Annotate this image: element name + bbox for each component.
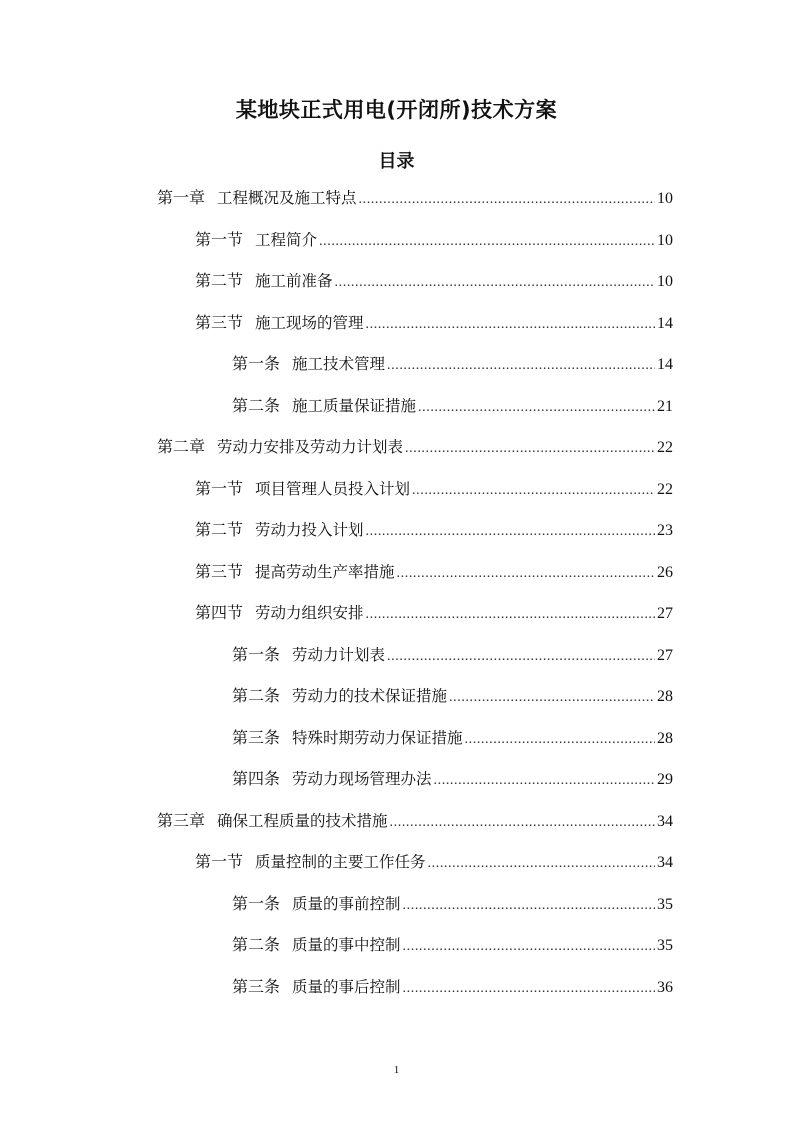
toc-dot-leader (387, 643, 655, 671)
toc-dot-leader (428, 850, 655, 878)
toc-entry[interactable] (157, 807, 673, 835)
toc-entry-label: 第三条 (232, 977, 281, 996)
toc-entry-page: 10 (657, 190, 673, 207)
toc-entry[interactable] (232, 682, 673, 710)
toc-entry-title: 工程简介 (255, 231, 318, 249)
toc-entry[interactable] (195, 267, 673, 295)
toc-entry-title: 劳动力组织安排 (255, 604, 364, 622)
toc-entry-title: 劳动力的技术保证措施 (292, 687, 448, 705)
toc-entry-label: 第四条 (232, 769, 281, 788)
toc-entry-page: 35 (657, 896, 673, 913)
toc-entry[interactable] (232, 350, 673, 378)
toc-dot-leader (449, 684, 655, 712)
toc-entry-title: 劳动力现场管理办法 (292, 770, 432, 788)
toc-dot-leader (397, 560, 655, 588)
toc-entry-label: 第一章 (157, 188, 206, 207)
toc-entry-page: 34 (657, 854, 673, 871)
toc-entry[interactable] (195, 516, 673, 544)
toc-entry-label: 第一节 (195, 230, 244, 249)
toc-entry-page: 28 (657, 688, 673, 705)
toc-entry[interactable] (195, 599, 673, 627)
toc-dot-leader (366, 601, 655, 629)
toc-entry[interactable] (195, 309, 673, 337)
toc-entry-page: 10 (657, 273, 673, 290)
toc-dot-leader (403, 975, 655, 1003)
toc-entry-page: 35 (657, 937, 673, 954)
toc-entry-title: 工程概况及施工特点 (217, 189, 357, 207)
toc-dot-leader (403, 892, 655, 920)
toc-entry-page: 36 (657, 979, 673, 996)
toc-entry-page: 22 (657, 481, 673, 498)
toc-entry[interactable] (232, 392, 673, 420)
toc-dot-leader (390, 809, 655, 837)
toc-entry[interactable] (232, 724, 673, 752)
toc-dot-leader (412, 477, 655, 505)
toc-entry-label: 第一节 (195, 852, 244, 871)
toc-entry-label: 第二节 (195, 271, 244, 290)
toc-heading: 目录 (378, 151, 415, 172)
toc-entry-title: 提高劳动生产率措施 (255, 563, 395, 581)
toc-entry[interactable] (232, 890, 673, 918)
toc-entry-label: 第三节 (195, 562, 244, 581)
document-title: 某地块正式用电(开闭所)技术方案 (235, 98, 558, 122)
toc-entry-label: 第二章 (157, 437, 206, 456)
toc-entry-title: 施工前准备 (255, 272, 333, 290)
toc-dot-leader (418, 394, 655, 422)
toc-entry-title: 施工技术管理 (292, 355, 386, 373)
toc-entry-page: 27 (657, 647, 673, 664)
toc-entry-page: 14 (657, 356, 673, 373)
toc-dot-leader (359, 186, 655, 214)
toc-entry-page: 22 (657, 439, 673, 456)
toc-dot-leader (405, 435, 655, 463)
toc-entry[interactable] (232, 641, 673, 669)
toc-dot-leader (319, 228, 655, 256)
toc-entry-page: 10 (657, 232, 673, 249)
toc-entry-page: 28 (657, 730, 673, 747)
toc-entry-title: 质量的事前控制 (292, 895, 401, 913)
toc-entry-page: 21 (657, 398, 673, 415)
toc-dot-leader (465, 726, 655, 754)
toc-entry-title: 项目管理人员投入计划 (255, 480, 411, 498)
toc-entry-label: 第四节 (195, 603, 244, 622)
toc-entry-title: 质量的事后控制 (292, 978, 401, 996)
toc-entry-title: 确保工程质量的技术措施 (217, 812, 388, 830)
page-number: 1 (393, 1064, 400, 1076)
toc-entry-page: 29 (657, 771, 673, 788)
toc-entry-title: 施工质量保证措施 (292, 397, 417, 415)
toc-dot-leader (403, 933, 655, 961)
toc-entry-label: 第三章 (157, 811, 206, 830)
toc-dot-leader (366, 518, 655, 546)
toc-entry-page: 14 (657, 315, 673, 332)
toc-dot-leader (434, 767, 655, 795)
toc-entry[interactable] (232, 973, 673, 1001)
toc-entry[interactable] (232, 765, 673, 793)
toc-entry[interactable] (157, 184, 673, 212)
toc-entry[interactable] (195, 848, 673, 876)
toc-entry[interactable] (195, 226, 673, 254)
toc-entry-label: 第一条 (232, 894, 281, 913)
toc-entry-page: 26 (657, 564, 673, 581)
toc-entry-label: 第二节 (195, 520, 244, 539)
toc-entry-label: 第三条 (232, 728, 281, 747)
toc-entry-title: 劳动力计划表 (292, 646, 386, 664)
toc-entry-title: 劳动力安排及劳动力计划表 (217, 438, 404, 456)
toc-entry-page: 27 (657, 605, 673, 622)
toc-entry-title: 施工现场的管理 (255, 314, 364, 332)
toc-entry[interactable] (232, 931, 673, 959)
toc-entry-label: 第二条 (232, 396, 281, 415)
toc-dot-leader (366, 311, 655, 339)
toc-entry[interactable] (157, 433, 673, 461)
toc-entry-title: 特殊时期劳动力保证措施 (292, 729, 463, 747)
toc-entry-title: 质量的事中控制 (292, 936, 401, 954)
toc-entry-label: 第二条 (232, 686, 281, 705)
toc-entry-label: 第三节 (195, 313, 244, 332)
toc-entry-title: 质量控制的主要工作任务 (255, 853, 426, 871)
toc-dot-leader (335, 269, 655, 297)
toc-entry-title: 劳动力投入计划 (255, 521, 364, 539)
toc-entry[interactable] (195, 558, 673, 586)
toc-entry-label: 第一节 (195, 479, 244, 498)
toc-entry-label: 第一条 (232, 354, 281, 373)
toc-entry-label: 第二条 (232, 935, 281, 954)
toc-entry-page: 34 (657, 813, 673, 830)
toc-dot-leader (387, 352, 655, 380)
toc-entry[interactable] (195, 475, 673, 503)
toc-entry-label: 第一条 (232, 645, 281, 664)
toc-entry-page: 23 (657, 522, 673, 539)
